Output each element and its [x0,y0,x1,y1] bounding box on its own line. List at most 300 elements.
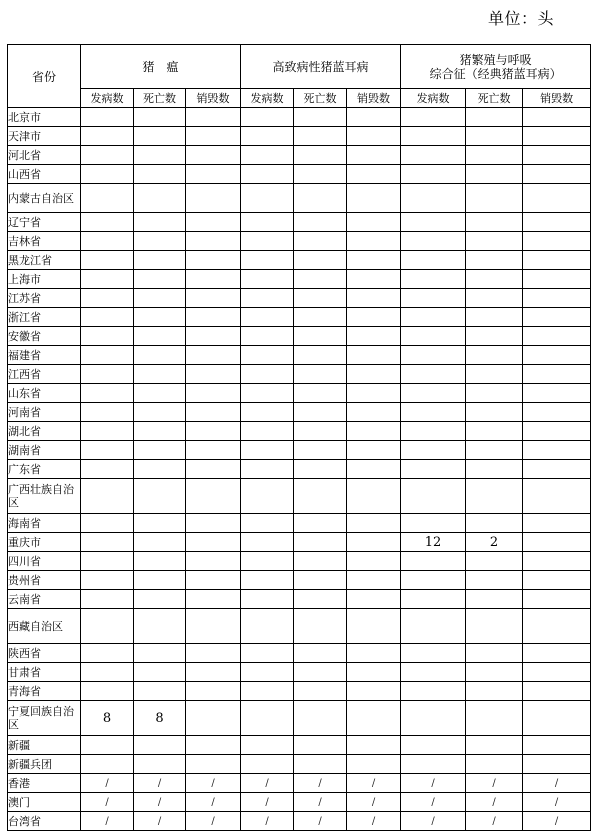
data-cell [294,365,347,384]
province-name: 山西省 [8,165,81,184]
data-cell: / [186,793,241,812]
data-cell [241,479,294,514]
data-cell [241,346,294,365]
data-cell [347,308,401,327]
data-cell [523,552,591,571]
data-cell [294,403,347,422]
province-name: 湖北省 [8,422,81,441]
data-cell [294,251,347,270]
province-name: 新疆 [8,736,81,755]
data-cell [466,701,523,736]
data-cell [186,403,241,422]
province-name: 陕西省 [8,644,81,663]
data-cell [401,755,466,774]
data-cell [294,289,347,308]
data-cell [81,533,134,552]
data-cell [294,644,347,663]
data-cell [134,165,186,184]
data-cell [523,701,591,736]
data-cell [81,327,134,346]
data-cell [347,571,401,590]
data-cell [401,422,466,441]
data-cell [523,165,591,184]
sub-header-cell: 死亡数 [294,89,347,108]
data-cell [347,422,401,441]
data-cell [134,365,186,384]
data-cell [134,251,186,270]
data-cell [134,460,186,479]
data-cell [186,609,241,644]
data-cell: / [523,812,591,831]
province-name: 黑龙江省 [8,251,81,270]
group-header-classic-prrs [401,45,591,89]
data-cell [81,289,134,308]
table-row [8,479,591,514]
sub-header-cell: 发病数 [401,89,466,108]
data-cell [294,146,347,165]
data-cell [134,514,186,533]
table-row [8,701,591,736]
data-cell [81,460,134,479]
data-cell [134,289,186,308]
data-cell [186,479,241,514]
data-cell [466,609,523,644]
data-cell: / [134,774,186,793]
province-name: 广东省 [8,460,81,479]
data-cell [523,251,591,270]
data-cell [186,460,241,479]
data-cell: / [466,774,523,793]
data-cell [134,609,186,644]
table-row [8,251,591,270]
data-cell [401,184,466,213]
data-cell: / [294,812,347,831]
data-cell [81,165,134,184]
table-row [8,327,591,346]
data-cell [347,552,401,571]
data-cell [294,736,347,755]
data-cell [347,514,401,533]
data-cell [186,514,241,533]
data-cell [347,441,401,460]
data-cell [241,127,294,146]
data-cell [401,571,466,590]
table-row [8,384,591,403]
table-row [8,609,591,644]
data-cell: / [466,793,523,812]
data-cell: / [134,793,186,812]
data-cell [241,609,294,644]
data-cell [134,384,186,403]
data-cell [401,460,466,479]
data-cell: 2 [466,533,523,552]
data-cell [134,755,186,774]
data-cell [186,308,241,327]
data-cell [294,213,347,232]
data-cell [523,479,591,514]
data-cell: 8 [81,701,134,736]
province-name: 澳门 [8,793,81,812]
data-cell: / [401,774,466,793]
data-cell: / [523,774,591,793]
data-cell [134,533,186,552]
data-cell [466,308,523,327]
table-row [8,165,591,184]
province-name: 宁夏回族自治区 [8,701,81,736]
data-cell [347,108,401,127]
data-cell [186,251,241,270]
table-row [8,590,591,609]
data-cell [81,308,134,327]
province-name: 吉林省 [8,232,81,251]
data-cell [347,533,401,552]
data-cell [466,590,523,609]
data-cell [347,289,401,308]
data-cell [294,663,347,682]
data-cell [347,736,401,755]
province-name: 浙江省 [8,308,81,327]
data-cell [347,460,401,479]
data-cell [81,184,134,213]
data-cell: / [241,812,294,831]
data-cell [241,701,294,736]
data-cell [347,644,401,663]
data-cell: / [241,774,294,793]
province-name: 西藏自治区 [8,609,81,644]
table-row [8,441,591,460]
province-name: 云南省 [8,590,81,609]
data-cell: / [294,774,347,793]
data-cell [294,422,347,441]
data-cell: / [186,812,241,831]
data-cell [186,682,241,701]
data-cell: / [81,793,134,812]
table-row [8,365,591,384]
data-cell [466,270,523,289]
data-cell [81,441,134,460]
data-cell: / [294,793,347,812]
data-cell [523,146,591,165]
data-cell [81,755,134,774]
province-name: 北京市 [8,108,81,127]
data-cell [81,403,134,422]
province-name: 海南省 [8,514,81,533]
data-cell [466,571,523,590]
data-cell [523,571,591,590]
data-cell [347,701,401,736]
data-cell [186,755,241,774]
data-cell [401,146,466,165]
data-cell [134,736,186,755]
data-cell [466,184,523,213]
data-cell [523,514,591,533]
data-cell [401,232,466,251]
data-cell [466,127,523,146]
data-cell [134,213,186,232]
data-cell [401,682,466,701]
province-name: 台湾省 [8,812,81,831]
data-cell: / [466,812,523,831]
data-cell [523,108,591,127]
data-cell [81,146,134,165]
data-cell: / [347,793,401,812]
province-name: 河南省 [8,403,81,422]
data-cell [134,127,186,146]
data-cell [294,701,347,736]
table-row [8,289,591,308]
table-row [8,552,591,571]
data-cell [347,479,401,514]
data-cell [241,663,294,682]
data-cell [241,289,294,308]
data-cell [241,644,294,663]
data-cell: / [241,793,294,812]
data-cell [466,346,523,365]
data-cell [401,479,466,514]
data-cell [241,232,294,251]
data-cell [186,270,241,289]
data-cell [134,232,186,251]
data-cell [401,609,466,644]
data-cell [401,663,466,682]
province-name: 重庆市 [8,533,81,552]
data-cell [186,701,241,736]
data-cell [81,644,134,663]
data-cell [401,644,466,663]
data-cell [401,108,466,127]
data-cell [241,165,294,184]
province-name: 辽宁省 [8,213,81,232]
data-cell: / [81,812,134,831]
data-cell [294,327,347,346]
data-cell [241,514,294,533]
data-cell: / [347,812,401,831]
data-cell [241,403,294,422]
data-cell [241,552,294,571]
data-cell [81,609,134,644]
data-cell [466,736,523,755]
data-cell [401,365,466,384]
table-row [8,755,591,774]
data-cell [466,232,523,251]
data-cell [241,736,294,755]
data-cell [134,308,186,327]
data-cell [186,736,241,755]
table-row [8,644,591,663]
data-cell [401,514,466,533]
table-row [8,422,591,441]
data-cell [466,422,523,441]
group-header-swine-fever: 猪 瘟 [81,45,241,89]
table-row [8,127,591,146]
data-cell [347,184,401,213]
data-cell [241,682,294,701]
data-cell [466,441,523,460]
data-cell [347,213,401,232]
data-cell [186,533,241,552]
table-row [8,812,591,831]
province-name: 河北省 [8,146,81,165]
data-cell [347,251,401,270]
data-cell [401,403,466,422]
data-cell [466,479,523,514]
data-cell [81,682,134,701]
data-cell [523,232,591,251]
data-cell [523,682,591,701]
sub-header-cell: 销毁数 [347,89,401,108]
data-cell [523,460,591,479]
data-cell [134,403,186,422]
data-cell [186,232,241,251]
data-cell [134,682,186,701]
data-cell [347,663,401,682]
data-cell [81,571,134,590]
data-cell [466,146,523,165]
data-cell [134,184,186,213]
data-cell [466,552,523,571]
province-name: 新疆兵团 [8,755,81,774]
epidemic-report-table [7,44,591,831]
data-cell [186,384,241,403]
data-cell [241,422,294,441]
data-cell [401,384,466,403]
table-row [8,146,591,165]
table-row [8,403,591,422]
data-cell [401,270,466,289]
sub-header-cell: 销毁数 [186,89,241,108]
data-cell [294,108,347,127]
data-cell [401,327,466,346]
data-cell [81,213,134,232]
data-cell [241,384,294,403]
data-cell [523,609,591,644]
table-row [8,108,591,127]
data-cell [401,308,466,327]
data-cell [81,663,134,682]
data-cell [401,441,466,460]
table-row [8,184,591,213]
data-cell [241,460,294,479]
group-header-classic-prrs-line2: 综合征（经典猪蓝耳病） [429,66,562,81]
data-cell [294,479,347,514]
group-header-classic-prrs-line1: 猪繁殖与呼吸 [459,52,532,67]
data-cell [466,384,523,403]
table-row [8,514,591,533]
data-cell [81,736,134,755]
data-cell [523,213,591,232]
data-cell [523,736,591,755]
data-cell [347,127,401,146]
province-name: 天津市 [8,127,81,146]
data-cell [523,184,591,213]
data-cell [523,441,591,460]
data-cell [134,479,186,514]
data-cell [81,270,134,289]
table-row [8,682,591,701]
data-cell [294,232,347,251]
table-row [8,213,591,232]
sub-header-cell: 死亡数 [466,89,523,108]
data-cell [294,270,347,289]
province-name: 福建省 [8,346,81,365]
data-cell [134,590,186,609]
table-row [8,793,591,812]
data-cell [81,251,134,270]
data-cell [347,270,401,289]
data-cell [347,165,401,184]
province-name: 香港 [8,774,81,793]
data-cell [241,365,294,384]
table-row [8,270,591,289]
province-column-header: 省份 [8,45,81,108]
sub-header-cell: 发病数 [81,89,134,108]
data-cell [134,552,186,571]
data-cell [294,571,347,590]
data-cell [241,308,294,327]
data-cell [347,146,401,165]
data-cell [81,365,134,384]
data-cell [134,327,186,346]
data-cell [347,590,401,609]
data-cell [523,127,591,146]
data-cell [466,327,523,346]
data-cell [523,422,591,441]
data-cell [241,327,294,346]
data-cell [241,251,294,270]
data-cell [241,533,294,552]
data-cell [186,441,241,460]
province-name: 甘肃省 [8,663,81,682]
data-cell [523,403,591,422]
data-cell [294,127,347,146]
data-cell [466,289,523,308]
data-cell [294,533,347,552]
data-cell [294,165,347,184]
data-cell [186,327,241,346]
data-cell [241,213,294,232]
data-cell [241,108,294,127]
data-cell [81,514,134,533]
data-cell [81,384,134,403]
data-cell [523,308,591,327]
data-cell [466,514,523,533]
data-cell [523,590,591,609]
table-row [8,736,591,755]
data-cell [134,644,186,663]
data-cell [81,127,134,146]
province-name: 内蒙古自治区 [8,184,81,213]
data-cell: / [401,793,466,812]
data-cell [347,346,401,365]
data-cell [294,552,347,571]
data-cell [241,441,294,460]
table-row [8,460,591,479]
sub-header-cell: 死亡数 [134,89,186,108]
data-cell [294,682,347,701]
data-cell [294,460,347,479]
data-cell: / [401,812,466,831]
data-cell [466,644,523,663]
data-cell [347,365,401,384]
data-cell [523,289,591,308]
data-cell [241,184,294,213]
data-cell [186,213,241,232]
data-cell [241,146,294,165]
table-row [8,533,591,552]
data-cell [523,755,591,774]
data-cell [294,441,347,460]
data-cell: 12 [401,533,466,552]
